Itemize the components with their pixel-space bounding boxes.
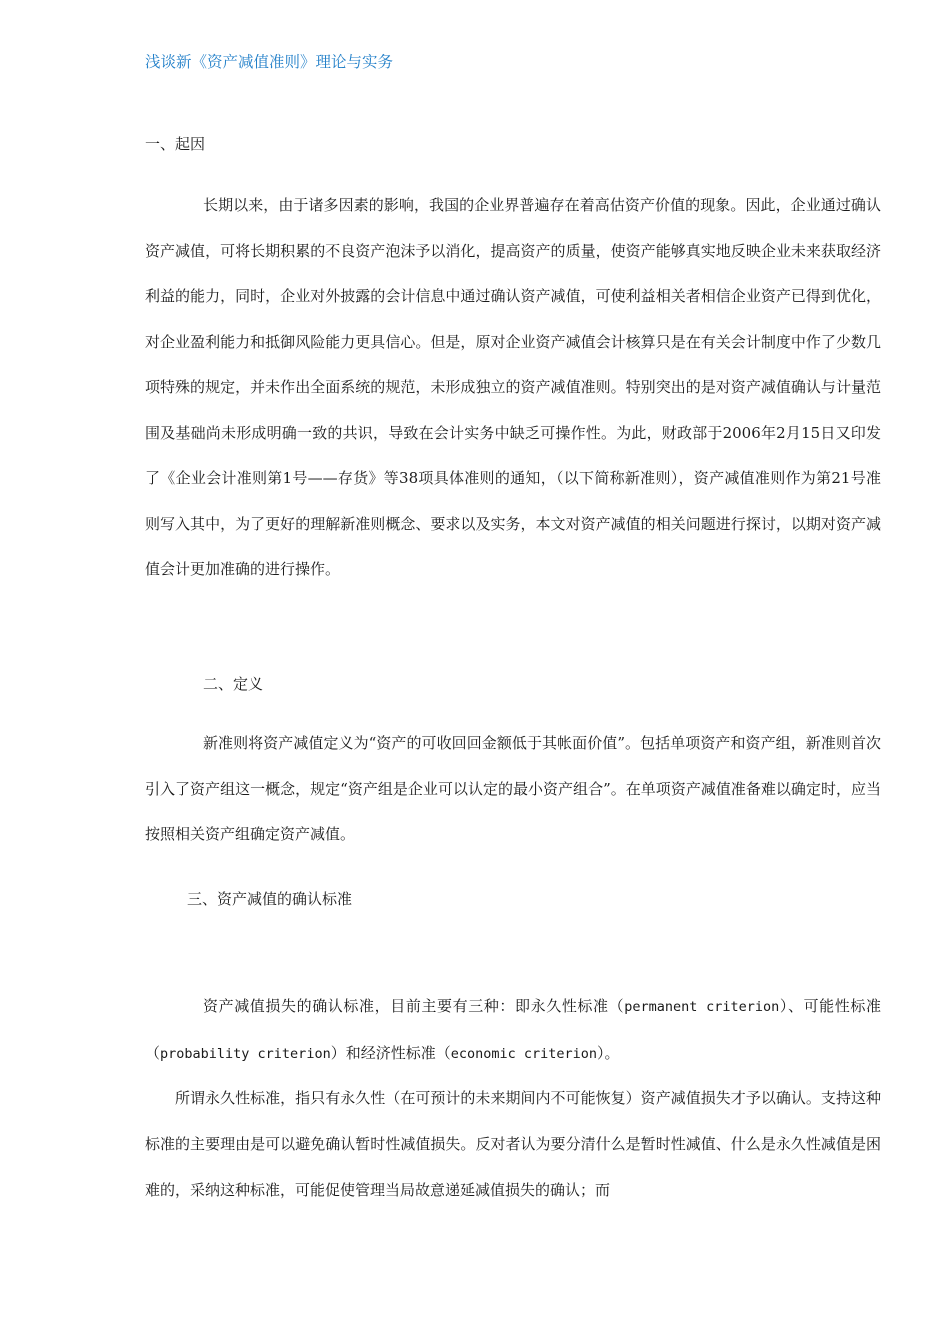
criteria-term-economic: economic criterion xyxy=(450,1045,598,1062)
criteria-text-part-b: ）、可能性标准（ xyxy=(145,997,881,1062)
section-paragraph-cause: 长期以来，由于诸多因素的影响，我国的企业界普遍存在着高估资产价值的现象。因此，企业通过确认资产减值，可将长期积累的不良资产泡沫予以消化，提高资产的质量，使资产能够真实地反映企业未来获取经济利益的能力，同时，企业对外披露的会计信息中通过确认资产减值，可使利益相关者相信企业资产已得到优化，对企业盈利能力和抵御风险能力更具信心。但是，原对企业资产减值会计核算只是在有关会计制度中作了少数几项特殊的规定，并未作出全面系统的规范，未形成独立的资产减值准则。特别突出的是对资产减值确认与计量范围及基础尚未形成明确一致的共识，导致在会计实务中缺乏可操作性。为此，财政部于2006年2月15日又印发了《企业会计准则第1号——存货》等38项具体准则的通知，（以下简称新准则），资产减值准则作为第21号准则写入其中，为了更好的理解新准则概念、要求以及实务，本文对资产减值的相关问题进行探讨，以期对资产减值会计更加准确的进行操作。 xyxy=(145,196,881,578)
section-paragraph-permanent-criterion: 所谓永久性标准，指只有永久性（在可预计的未来期间内不可能恢复）资产减值损失才予以确认。支持这种标准的主要理由是可以避免确认暂时性减值损失。反对者认为要分清什么是暂时性减值、什么是永久性减值是困难的，采纳这种标准，可能促使管理当局故意递延减值损失的确认；而 xyxy=(145,1089,881,1199)
section-heading-cause: 一、起因 xyxy=(145,135,206,153)
criteria-term-permanent: permanent criterion xyxy=(624,999,780,1015)
criteria-text-part-d: ）。 xyxy=(597,1043,620,1062)
criteria-text-part-a: 资产减值损失的确认标准，目前主要有三种：即永久性标准（ xyxy=(203,997,625,1015)
criteria-text-part-c: ）和经济性标准（ xyxy=(330,1043,451,1062)
criteria-term-probability: probability criterion xyxy=(160,1045,331,1062)
document-title: 浅谈新《资产减值准则》理论与实务 xyxy=(145,53,394,71)
section-paragraph-criteria-types xyxy=(145,984,881,1077)
section-paragraph-definition: 新准则将资产减值定义为“资产的可收回回金额低于其帐面价值”。包括单项资产和资产组，新准则首次引入了资产组这一概念，规定“资产组是企业可以认定的最小资产组合”。在单项资产减值准备难以确定时，应当按照相关资产组确定资产减值。 xyxy=(145,734,881,843)
section-heading-definition: 二、定义 xyxy=(203,675,264,693)
section-heading-recognition-criteria: 三、资产减值的确认标准 xyxy=(187,890,353,908)
